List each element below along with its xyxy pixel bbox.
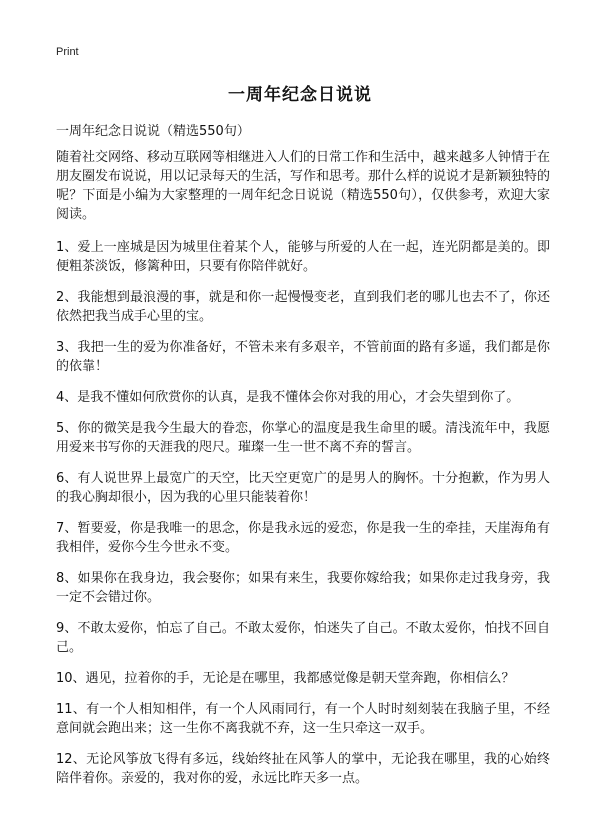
print-link[interactable]: Print (56, 46, 79, 58)
list-item: 10、遇见，拉着你的手，无论是在哪里，我都感觉像是朝天堂奔跑，你相信么？ (56, 671, 515, 686)
list-item: 5、你的微笑是我今生最大的眷恋，你掌心的温度是我生命里的暖。清浅流年中，我愿用爱来书写你的天涯我的咫尺。璀璨一生一世不离不弃的誓言。 (56, 421, 550, 455)
list-item: 9、不敢太爱你，怕忘了自己。不敢太爱你，怕迷失了自己。不敢太爱你，怕找不回自己。 (56, 621, 550, 655)
list-item: 4、是我不懂如何欣赏你的认真，是我不懂体会你对我的用心，才会失望到你了。 (56, 390, 520, 405)
list-item: 7、暂要爱，你是我唯一的思念，你是我永远的爱恋，你是我一生的牵挂，天崖海角有我相伴，爱你今生今世永不变。 (56, 521, 550, 555)
list-item: 11、有一个人相知相伴，有一个人风雨同行，有一个人时时刻刻装在我脑子里，不经意间就会跑出来；这一生你不离我就不弃，这一生只牵这一双手。 (56, 702, 550, 736)
page-title: 一周年纪念日说说 (228, 85, 372, 105)
list-item: 2、我能想到最浪漫的事，就是和你一起慢慢变老，直到我们老的哪儿也去不了，你还依然把我当成手心里的宝。 (56, 290, 550, 324)
list-item: 1、爱上一座城是因为城里住着某个人，能够与所爱的人在一起，连光阴都是美的。即便粗茶淡饭，修篱种田，只要有你陪伴就好。 (56, 240, 550, 274)
intro-paragraph: 随着社交网络、移动互联网等相继进入人们的日常工作和生活中，越来越多人钟情于在朋友圈发布说说，用以记录每天的生活，写作和思考。那什么样的说说才是新颖独特的呢？下面是小编为大家整理的一周年纪念日说说（精选550句），仅供参考，欢迎大家阅读。 (56, 150, 551, 222)
list-item: 8、如果你在我身边，我会娶你；如果有来生，我要你嫁给我；如果你走过我身旁，我一定不会错过你。 (56, 571, 550, 605)
list-item: 12、无论风筝放飞得有多远，线始终扯在风筝人的掌中，无论我在哪里，我的心始终陪伴着你。亲爱的，我对你的爱，永远比昨天多一点。 (56, 752, 550, 786)
list-item: 3、我把一生的爱为你准备好，不管未来有多艰辛，不管前面的路有多遥，我们都是你的依靠！ (56, 340, 550, 374)
subtitle: 一周年纪念日说说（精选550句） (56, 124, 250, 139)
list-item: 6、有人说世界上最宽广的天空，比天空更宽广的是男人的胸怀。十分抱歉，作为男人的我心胸却很小，因为我的心里只能装着你！ (56, 471, 550, 505)
article-body (56, 148, 550, 800)
